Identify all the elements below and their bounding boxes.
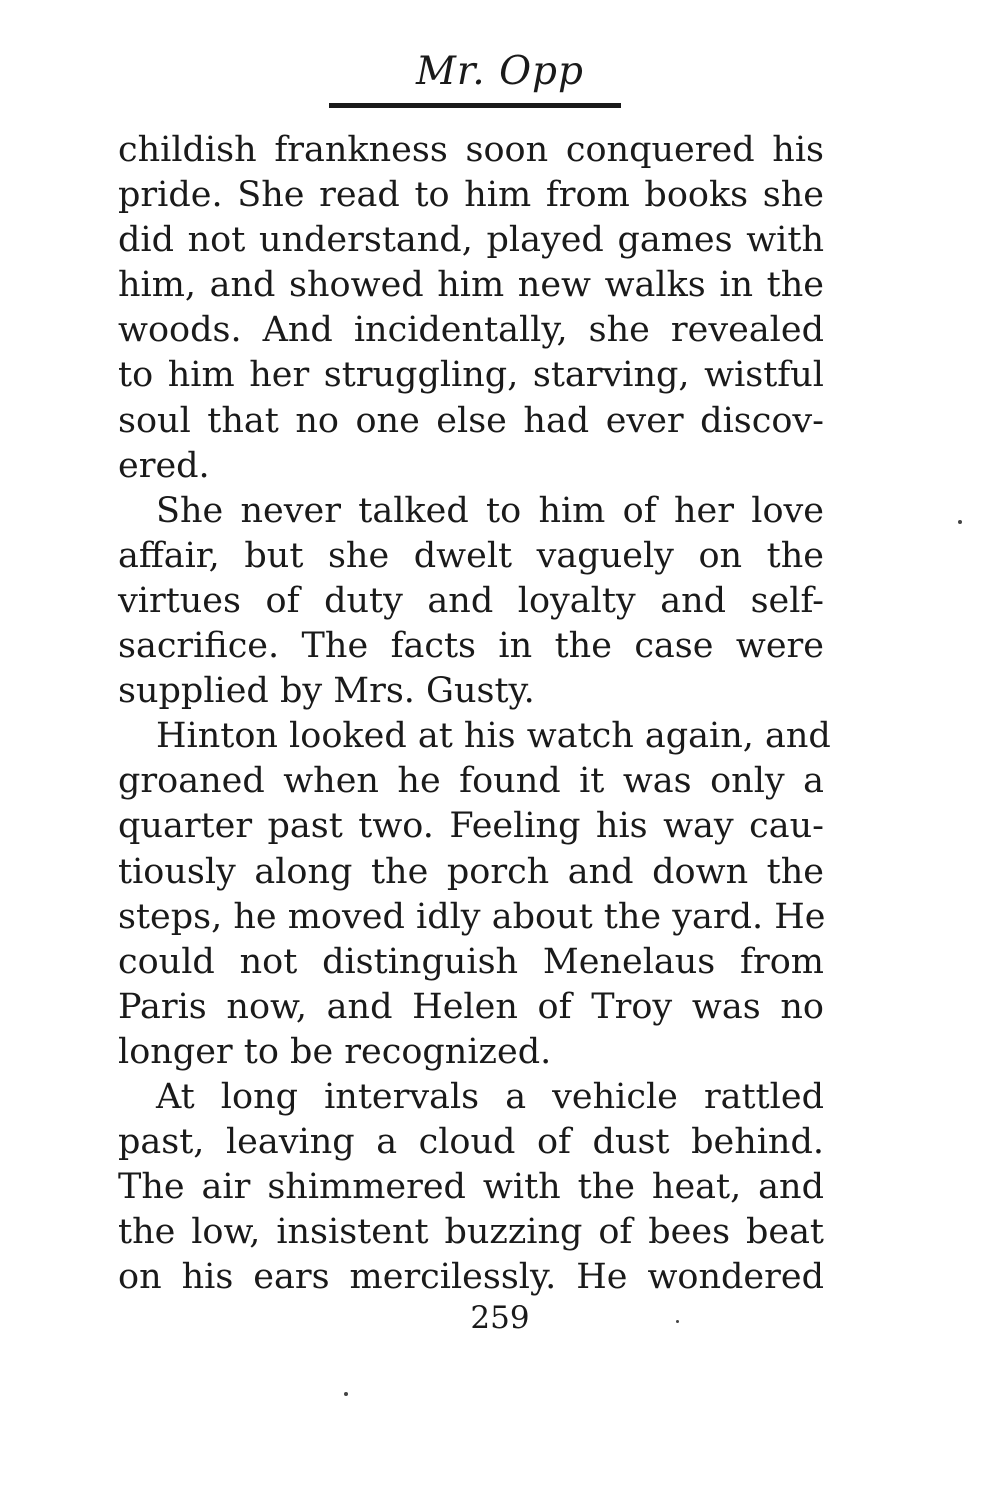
text-line: sacrifice. The facts in the case were	[118, 626, 824, 667]
print-speck	[958, 520, 962, 524]
print-speck	[344, 1392, 348, 1396]
text-line: Hinton looked at his watch again, and	[156, 716, 831, 757]
text-line: quarter past two. Feeling his way cau-	[118, 806, 824, 847]
text-line: to him her struggling, starving, wistful	[118, 355, 824, 396]
paragraph	[118, 128, 824, 489]
text-line: woods. And incidentally, she revealed	[118, 310, 824, 351]
paragraph	[118, 714, 831, 1075]
paragraph	[118, 1075, 824, 1300]
body-text	[118, 128, 831, 1300]
text-line: Paris now, and Helen of Troy was no	[118, 986, 824, 1027]
text-line: could not distinguish Menelaus from	[118, 941, 824, 982]
text-line: She never talked to him of her love	[156, 490, 824, 531]
header-rule	[329, 103, 621, 108]
paragraph	[118, 489, 824, 714]
text-line: tiously along the porch and down the	[118, 851, 824, 892]
text-line: did not understand, played games with	[118, 220, 824, 261]
text-line: childish frankness soon conquered his	[118, 130, 824, 170]
text-line: steps, he moved idly about the yard. He	[118, 896, 826, 937]
text-line: The air shimmered with the heat, and	[118, 1167, 824, 1208]
text-line: ered.	[118, 445, 210, 486]
page-number: 259	[470, 1300, 530, 1336]
text-line: At long intervals a vehicle rattled	[156, 1076, 824, 1117]
text-line: virtues of duty and loyalty and self-	[118, 580, 824, 621]
print-speck	[676, 1320, 679, 1323]
text-line: on his ears mercilessly. He wondered	[118, 1257, 824, 1298]
text-line: pride. She read to him from books she	[118, 175, 824, 216]
text-line: affair, but she dwelt vaguely on the	[118, 535, 824, 576]
text-line: the low, insistent buzzing of bees beat	[118, 1212, 824, 1253]
text-line: groaned when he found it was only a	[118, 761, 824, 802]
text-line: past, leaving a cloud of dust behind.	[118, 1122, 824, 1163]
text-line: him, and showed him new walks in the	[118, 265, 824, 306]
text-line: supplied by Mrs. Gusty.	[118, 671, 535, 712]
text-line: longer to be recognized.	[118, 1031, 552, 1072]
text-line: soul that no one else had ever discov-	[118, 400, 824, 441]
running-head: Mr. Opp	[416, 49, 584, 94]
